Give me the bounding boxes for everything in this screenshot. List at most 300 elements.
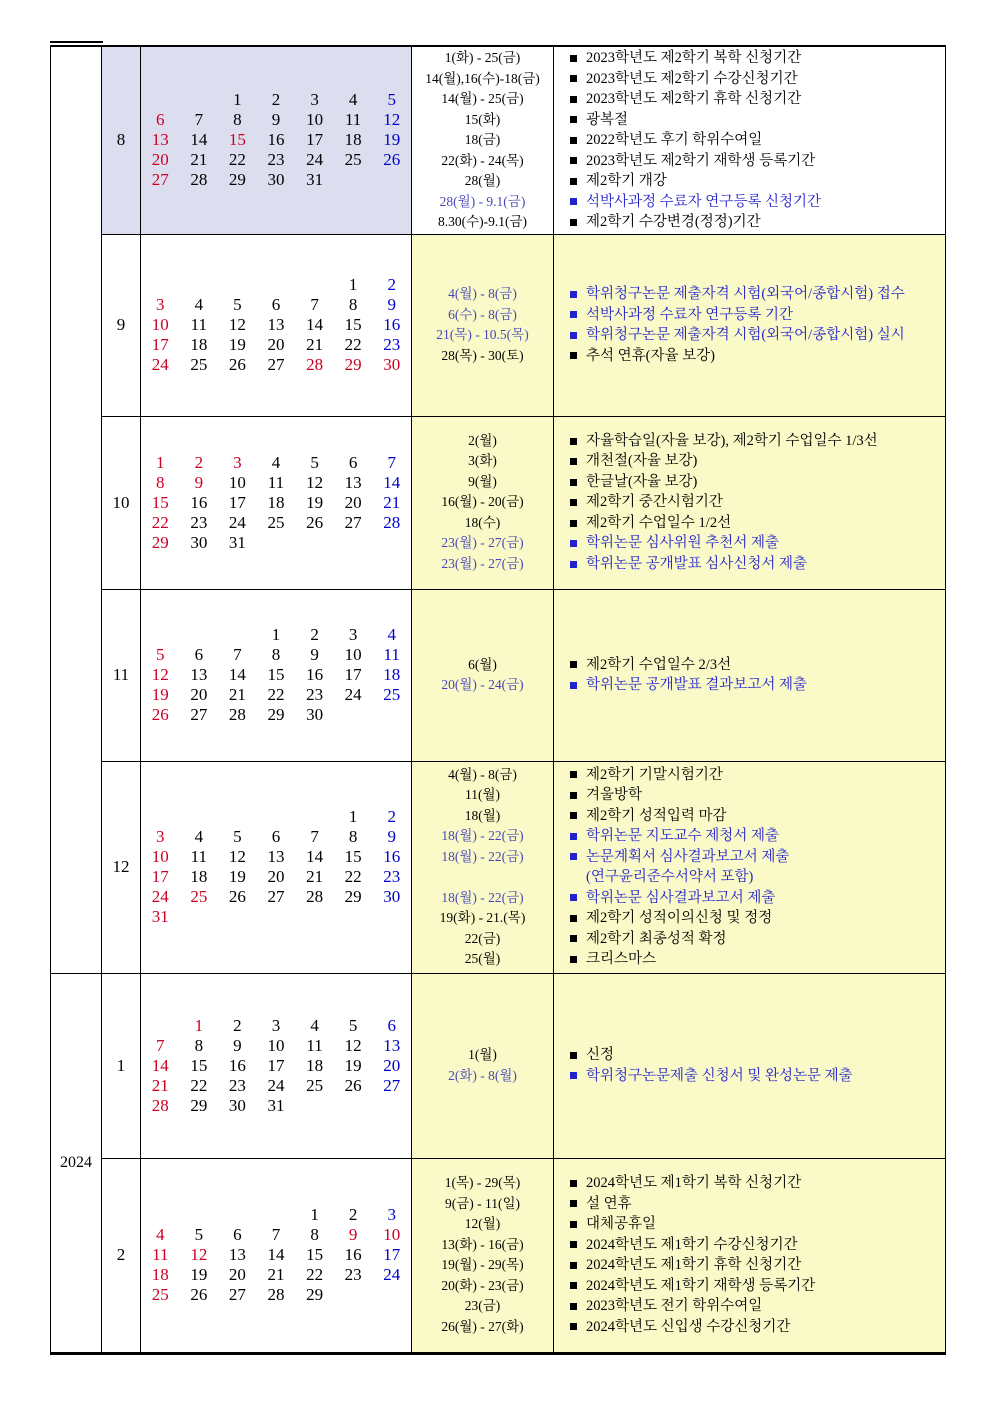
date-range: 2(화) - 8(월) — [448, 1067, 517, 1083]
day-empty — [180, 90, 219, 110]
date-range: 23(월) - 27(금) — [441, 535, 524, 551]
day-number: 7 — [310, 827, 319, 846]
day-number: 17 — [228, 492, 246, 512]
events-cell — [554, 416, 946, 589]
day-number: 11 — [267, 472, 285, 492]
date-range: 19(화) - 21.(목) — [439, 910, 526, 925]
event-item — [554, 130, 945, 151]
day-number: 13 — [383, 1035, 401, 1055]
day-empty — [372, 705, 411, 725]
event-item — [554, 1235, 945, 1256]
bullet-square-icon — [570, 792, 577, 799]
day-number: 16 — [383, 847, 401, 866]
calendar-grid — [141, 453, 411, 553]
bullet-square-icon — [570, 178, 577, 185]
event-item — [554, 48, 945, 69]
event-label: 2023학년도 제2학기 휴학 신청기간 — [586, 91, 802, 107]
day-number: 28 — [228, 705, 246, 724]
day-number: 22 — [190, 1075, 208, 1095]
date-range: 18(월) - 22(금) — [441, 889, 524, 905]
day-number: 7 — [233, 645, 242, 664]
day-number: 1 — [233, 90, 242, 110]
date-range: 6(수) - 8(금) — [448, 306, 517, 322]
event-label: 개천절(자율 보강) — [586, 453, 698, 470]
day-number: 6 — [271, 295, 281, 314]
day-number: 25 — [190, 355, 208, 374]
bullet-square-icon — [570, 438, 577, 445]
event-label: 2024학년도 제1학기 재학생 등록기간 — [586, 1277, 816, 1294]
bullet-square-icon — [570, 956, 577, 963]
day-number: 16 — [383, 315, 401, 334]
bullet-square-icon — [570, 458, 577, 465]
day-number: 8 — [348, 827, 358, 846]
day-number: 5 — [194, 1225, 204, 1244]
day-number: 20 — [267, 335, 285, 354]
bullet-square-icon — [570, 55, 577, 62]
event-item — [554, 192, 945, 213]
events-cell — [554, 234, 946, 416]
day-number: 11 — [306, 1035, 323, 1055]
day-number: 20 — [267, 867, 285, 886]
day-number: 25 — [344, 150, 362, 170]
event-item — [554, 151, 945, 172]
date-range: 2(월) — [468, 432, 497, 448]
event-label: 2024학년도 제1학기 복학 신청기간 — [586, 1175, 802, 1191]
day-number: 13 — [151, 130, 169, 150]
day-number: 29 — [267, 705, 285, 724]
day-number: 8 — [156, 472, 165, 492]
day-number: 2 — [348, 1205, 358, 1224]
day-number: 22 — [344, 335, 362, 354]
bullet-square-icon — [570, 219, 577, 226]
bullet-square-icon — [570, 352, 577, 359]
bullet-square-icon — [570, 1323, 577, 1330]
day-number: 8 — [194, 1035, 204, 1055]
day-number: 21 — [267, 1265, 285, 1284]
bullet-square-icon — [570, 1221, 577, 1228]
day-empty — [141, 90, 180, 110]
day-number: 14 — [151, 1055, 169, 1075]
date-range: 3(화) — [468, 453, 497, 469]
day-number: 1 — [348, 807, 358, 826]
day-number: 19 — [151, 685, 169, 704]
day-number: 10 — [344, 645, 362, 664]
day-number: 19 — [306, 492, 324, 512]
day-number: 18 — [344, 130, 362, 150]
event-item — [554, 554, 945, 575]
date-range: 13(화) - 16(금) — [441, 1236, 524, 1252]
event-label: 2023학년도 전기 학위수여일 — [586, 1298, 763, 1314]
day-number: 12 — [306, 472, 324, 492]
event-item — [554, 1255, 945, 1276]
date-range: 8.30(수)-9.1(금) — [437, 214, 528, 229]
day-number: 10 — [267, 1035, 285, 1055]
day-number: 19 — [228, 867, 246, 886]
day-empty — [295, 533, 334, 553]
day-number: 26 — [306, 512, 324, 532]
day-number: 25 — [383, 685, 401, 704]
day-number: 25 — [306, 1075, 324, 1095]
day-number: 3 — [310, 90, 319, 110]
date-range: 16(월) - 20(금) — [441, 494, 524, 510]
day-number: 11 — [152, 1245, 169, 1264]
event-item — [554, 325, 945, 346]
event-item — [554, 1296, 945, 1317]
day-number: 22 — [344, 867, 362, 886]
day-number: 25 — [151, 1285, 169, 1304]
day-number: 24 — [151, 355, 169, 374]
day-number: 3 — [348, 625, 358, 644]
bullet-square-icon — [570, 894, 577, 901]
day-number: 23 — [228, 1075, 246, 1095]
event-label: 2023학년도 제2학기 복학 신청기간 — [586, 50, 802, 66]
event-label: 설 연휴 — [586, 1195, 632, 1212]
date-range: 9(월) — [468, 473, 497, 489]
day-number: 23 — [344, 1265, 362, 1284]
event-label: 한글날(자율 보강) — [586, 473, 698, 490]
event-item — [554, 847, 945, 868]
day-number: 6 — [271, 827, 281, 846]
event-label: (연구윤리준수서약서 포함) — [586, 869, 754, 885]
day-number: 3 — [387, 1205, 396, 1224]
bullet-square-icon — [570, 771, 577, 778]
month-row-9 — [51, 234, 946, 416]
date-range: 4(월) - 8(금) — [448, 766, 517, 782]
year-cell: 2024 — [51, 973, 102, 1353]
day-number: 13 — [228, 1245, 246, 1264]
event-label: 신정 — [586, 1047, 615, 1063]
day-number: 2 — [194, 452, 204, 472]
day-number: 8 — [271, 645, 281, 664]
day-number: 6 — [233, 1225, 242, 1244]
day-number: 24 — [306, 150, 324, 170]
date-ranges-cell — [412, 416, 554, 589]
event-item — [554, 171, 945, 192]
event-label: 제2학기 최종성적 확정 — [586, 930, 727, 947]
bullet-square-icon — [570, 682, 577, 689]
day-number: 1 — [310, 1205, 319, 1224]
event-label: 학위논문 심사위원 추천서 제출 — [586, 535, 779, 552]
event-item — [554, 929, 945, 950]
date-range: 22(화) - 24(목) — [441, 152, 524, 168]
day-number: 27 — [267, 887, 285, 906]
day-number: 9 — [194, 472, 204, 492]
day-number: 5 — [310, 452, 319, 472]
day-empty — [141, 1205, 180, 1225]
day-empty — [257, 907, 296, 927]
event-item — [554, 765, 945, 786]
event-label: 크리스마스 — [586, 951, 657, 967]
date-range: 1(월) — [468, 1047, 497, 1062]
event-label: 2023학년도 제2학기 수강신청기간 — [586, 70, 798, 87]
day-empty — [180, 907, 219, 927]
day-empty — [141, 1016, 180, 1036]
event-item — [554, 1214, 945, 1235]
calendar-grid — [141, 1205, 411, 1305]
day-number: 13 — [267, 847, 285, 866]
events-cell — [554, 1158, 946, 1353]
bullet-square-icon — [570, 1282, 577, 1289]
date-range: 14(월) - 25(금) — [441, 91, 524, 106]
month-row-1 — [51, 973, 946, 1158]
day-empty — [218, 1205, 257, 1225]
day-number: 21 — [306, 335, 324, 354]
day-number: 23 — [190, 512, 208, 532]
date-range: 11(월) — [464, 787, 501, 802]
event-item — [554, 1045, 945, 1066]
day-number: 29 — [344, 887, 362, 906]
day-number: 7 — [271, 1225, 281, 1244]
event-label: 제2학기 수업일수 1/2선 — [586, 514, 732, 531]
day-number: 9 — [387, 827, 396, 846]
day-number: 3 — [271, 1015, 281, 1035]
date-ranges-cell — [412, 46, 554, 234]
day-number: 30 — [228, 1095, 246, 1115]
event-item — [554, 908, 945, 929]
calendar-days-cell — [141, 761, 412, 973]
day-number: 19 — [190, 1265, 208, 1284]
day-number: 2 — [271, 90, 281, 110]
day-number: 18 — [190, 867, 208, 886]
day-number: 17 — [151, 335, 169, 354]
bullet-square-icon — [570, 311, 577, 318]
day-number: 30 — [267, 170, 285, 190]
date-range: 23(월) - 27(금) — [441, 555, 524, 571]
calendar-grid — [141, 807, 411, 927]
academic-calendar-table — [50, 45, 946, 1355]
bullet-square-icon — [570, 1303, 577, 1310]
event-item — [554, 305, 945, 326]
event-item — [554, 346, 945, 367]
event-label: 학위논문 공개발표 결과보고서 제출 — [586, 677, 807, 693]
day-number: 13 — [190, 665, 208, 684]
day-number: 26 — [344, 1075, 362, 1095]
day-number: 6 — [156, 110, 165, 130]
day-number: 29 — [190, 1095, 208, 1115]
event-label: 추석 연휴(자율 보강) — [586, 347, 715, 364]
month-number-cell: 12 — [102, 761, 141, 973]
date-range: 28(목) - 30(토) — [441, 347, 524, 363]
event-label: 학위청구논문 제출자격 시험(외국어/종합시험) 실시 — [586, 327, 905, 343]
day-number: 26 — [383, 150, 401, 170]
day-number: 16 — [344, 1245, 362, 1264]
day-empty — [295, 907, 334, 927]
day-number: 18 — [190, 335, 208, 354]
day-number: 1 — [156, 452, 165, 472]
day-number: 22 — [267, 685, 285, 704]
day-number: 31 — [306, 170, 324, 190]
day-number: 18 — [267, 492, 285, 512]
day-number: 16 — [267, 130, 285, 150]
day-number: 27 — [344, 512, 362, 532]
day-number: 24 — [383, 1265, 401, 1284]
day-number: 5 — [387, 90, 396, 110]
day-number: 4 — [387, 625, 396, 644]
day-number: 12 — [383, 110, 401, 130]
day-empty — [180, 807, 219, 827]
calendar-grid — [141, 625, 411, 725]
day-number: 22 — [306, 1265, 324, 1284]
day-number: 15 — [344, 847, 362, 866]
day-number: 24 — [228, 512, 246, 532]
event-item — [554, 431, 945, 452]
day-number: 4 — [194, 295, 204, 314]
day-number: 17 — [344, 665, 362, 684]
date-range: 19(월) - 29(목) — [441, 1257, 524, 1272]
day-empty — [257, 533, 296, 553]
day-number: 20 — [151, 150, 169, 170]
event-label: 자율학습일(자율 보강), 제2학기 수업일수 1/3선 — [586, 432, 878, 449]
day-number: 7 — [194, 110, 204, 130]
day-number: 4 — [194, 827, 204, 846]
day-empty — [218, 807, 257, 827]
bullet-square-icon — [570, 1262, 577, 1269]
day-number: 7 — [156, 1035, 165, 1055]
bullet-square-icon — [570, 499, 577, 506]
event-label: 2022학년도 후기 학위수여일 — [586, 132, 763, 148]
event-item — [554, 785, 945, 806]
date-ranges-cell — [412, 973, 554, 1158]
month-number-cell: 8 — [102, 46, 141, 234]
month-number-cell: 9 — [102, 234, 141, 416]
date-ranges-cell — [412, 1158, 554, 1353]
day-number: 18 — [306, 1055, 324, 1075]
date-range: 18(월) - 22(금) — [441, 828, 524, 843]
date-ranges-cell — [412, 589, 554, 761]
month-row-10 — [51, 416, 946, 589]
day-number: 18 — [151, 1265, 169, 1284]
day-number: 10 — [383, 1225, 401, 1244]
bullet-square-icon — [570, 853, 577, 860]
day-number: 24 — [151, 887, 169, 906]
event-item — [554, 806, 945, 827]
day-number: 1 — [194, 1015, 204, 1035]
event-label: 학위청구논문제출 신청서 및 완성논문 제출 — [586, 1067, 853, 1084]
day-number: 17 — [151, 867, 169, 886]
bullet-square-icon — [570, 661, 577, 668]
day-empty — [141, 625, 180, 645]
day-number: 31 — [151, 907, 169, 926]
day-number: 24 — [267, 1075, 285, 1095]
bullet-square-icon — [570, 520, 577, 527]
day-number: 15 — [151, 492, 169, 512]
calendar-days-cell — [141, 1158, 412, 1353]
date-range: 28(월) - 9.1(금) — [439, 193, 526, 209]
event-label: 대체공휴일 — [586, 1216, 657, 1232]
day-number: 1 — [348, 275, 358, 294]
event-label: 2024학년도 제1학기 휴학 신청기간 — [586, 1257, 802, 1273]
day-number: 30 — [383, 887, 401, 906]
event-item — [554, 949, 945, 970]
day-number: 11 — [344, 110, 362, 130]
day-empty — [218, 907, 257, 927]
event-item — [554, 284, 945, 305]
day-number: 15 — [306, 1245, 324, 1264]
month-number-cell: 10 — [102, 416, 141, 589]
day-number: 8 — [233, 110, 242, 130]
day-number: 2 — [233, 1015, 242, 1035]
day-number: 19 — [228, 335, 246, 354]
day-empty — [334, 907, 373, 927]
year-cell — [51, 46, 102, 973]
day-number: 28 — [151, 1095, 169, 1115]
day-number: 10 — [151, 315, 169, 334]
event-label: 제2학기 중간시험기간 — [586, 494, 723, 511]
event-item — [554, 826, 945, 847]
day-number: 23 — [383, 335, 401, 354]
event-label: 석박사과정 수료자 연구등록 기간 — [586, 306, 793, 323]
event-item — [554, 69, 945, 90]
day-number: 17 — [267, 1055, 285, 1075]
day-number: 21 — [306, 867, 324, 886]
day-empty — [334, 705, 373, 725]
event-item — [554, 1173, 945, 1194]
day-number: 15 — [190, 1055, 208, 1075]
day-number: 23 — [306, 685, 324, 704]
events-cell — [554, 761, 946, 973]
day-number: 11 — [190, 315, 208, 334]
bullet-square-icon — [570, 75, 577, 82]
day-number: 14 — [306, 315, 324, 334]
day-number: 23 — [383, 867, 401, 886]
day-number: 4 — [271, 452, 281, 472]
day-number: 11 — [190, 847, 208, 866]
day-number: 20 — [383, 1055, 401, 1075]
day-number: 29 — [151, 532, 169, 552]
date-range: 12(월) — [464, 1216, 501, 1231]
day-number: 26 — [228, 887, 246, 906]
date-range: 20(월) - 24(금) — [441, 677, 524, 692]
day-number: 26 — [190, 1285, 208, 1304]
event-item — [554, 451, 945, 472]
day-number: 12 — [228, 315, 246, 334]
day-number: 6 — [348, 452, 358, 472]
bullet-square-icon — [570, 291, 577, 298]
day-number: 13 — [344, 472, 362, 492]
day-number: 20 — [190, 685, 208, 704]
day-number: 12 — [190, 1245, 208, 1264]
day-number: 25 — [190, 887, 208, 906]
events-cell — [554, 973, 946, 1158]
day-number: 6 — [387, 1015, 396, 1035]
bullet-square-icon — [570, 915, 577, 922]
date-ranges-cell — [412, 234, 554, 416]
day-empty — [372, 907, 411, 927]
calendar-days-cell — [141, 973, 412, 1158]
bullet-square-icon — [570, 157, 577, 164]
event-label: 제2학기 수업일수 2/3선 — [586, 656, 732, 673]
day-number: 30 — [306, 705, 324, 724]
calendar-days-cell — [141, 46, 412, 234]
day-number: 31 — [267, 1095, 285, 1115]
bullet-square-icon — [570, 479, 577, 486]
day-number: 27 — [383, 1075, 401, 1095]
day-number: 10 — [306, 110, 324, 130]
date-range: 20(화) - 23(금) — [441, 1277, 524, 1293]
day-number: 6 — [194, 645, 204, 664]
day-number: 28 — [306, 355, 324, 374]
date-range: 18(월) — [464, 807, 501, 823]
date-range: 9(금) - 11(일) — [444, 1195, 521, 1211]
day-empty — [257, 275, 296, 295]
table-top-double-rule — [50, 41, 103, 43]
day-number: 15 — [267, 665, 285, 684]
day-number: 31 — [228, 532, 246, 552]
day-empty — [295, 275, 334, 295]
day-empty — [295, 807, 334, 827]
day-number: 16 — [190, 492, 208, 512]
day-number: 27 — [267, 355, 285, 374]
